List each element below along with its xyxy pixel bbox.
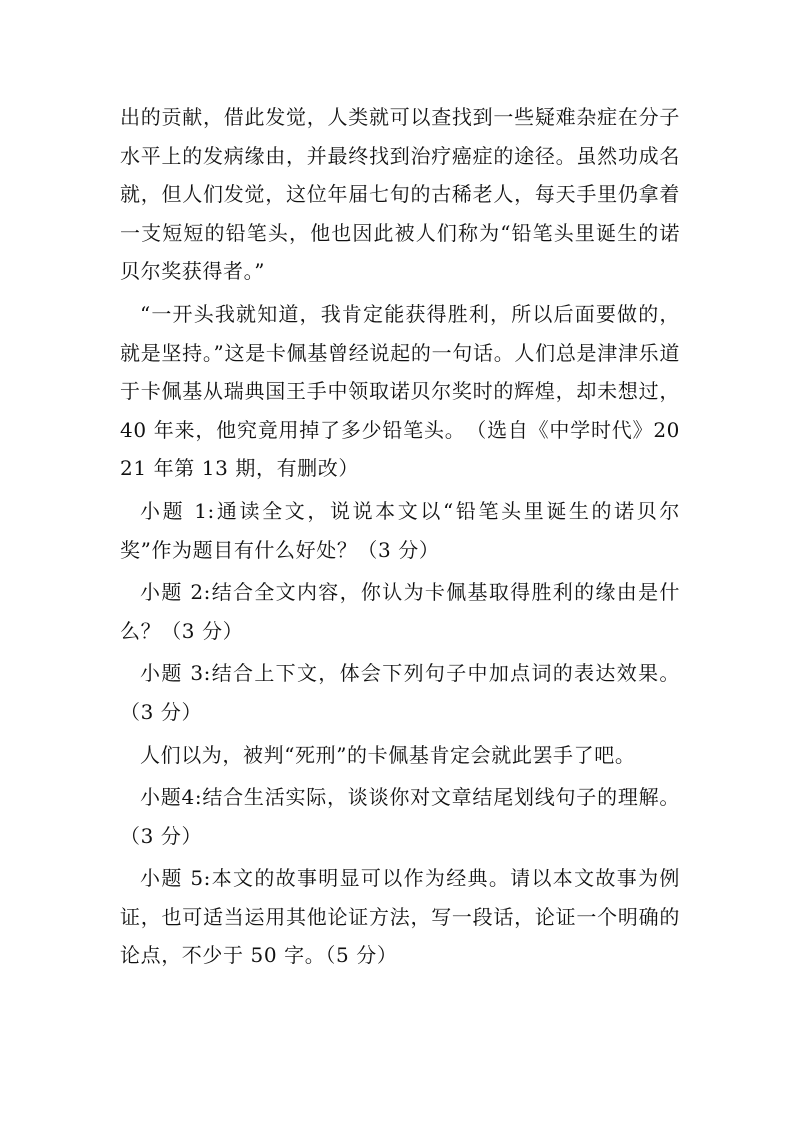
paragraph-2: “一开头我就知道，我肯定能获得胜利，所以后面要做的，就是坚持。”这是卡佩基曾经说起的一句话。人们总是津津乐道于卡佩基从瑞典国王手中领取诺贝尔奖时的辉煌，却未想过，40 年来，他究竟用掉了多少铅笔头。 （选自《中学时代》2021 年第 13 期，有删改） <box>120 301 680 481</box>
document-body <box>120 98 680 975</box>
question-2: 小题 2:结合全文内容，你认为卡佩基取得胜利的缘由是什么？（3 分） <box>120 580 680 643</box>
question-3-sentence: 人们以为，被判“死刑”的卡佩基肯定会就此罢手了吧。 <box>140 742 636 767</box>
question-1: 小题 1:通读全文，说说本文以“铅笔头里诞生的诺贝尔奖”作为题目有什么好处？（3 分） <box>120 498 680 562</box>
question-5: 小题 5:本文的故事明显可以作为经典。请以本文故事为例证，也可适当运用其他论证方法，写一段话，论证一个明确的论点，不少于 50 字。（5 分） <box>120 866 680 968</box>
paragraph-1: 出的贡献，借此发觉，人类就可以查找到一些疑难杂症在分子水平上的发病缘由，并最终找到治疗癌症的途径。虽然功成名就，但人们发觉，这位年届七旬的古稀老人，每天手里仍拿着一支短短的铅笔头，他也因此被人们称为“铅笔头里诞生的诺贝尔奖获得者。” <box>120 105 680 284</box>
question-4: 小题4:结合生活实际，谈谈你对文章结尾划线句子的理解。（3 分） <box>120 785 680 848</box>
question-3: 小题 3:结合上下文，体会下列句子中加点词的表达效果。（3 分） <box>120 661 680 724</box>
